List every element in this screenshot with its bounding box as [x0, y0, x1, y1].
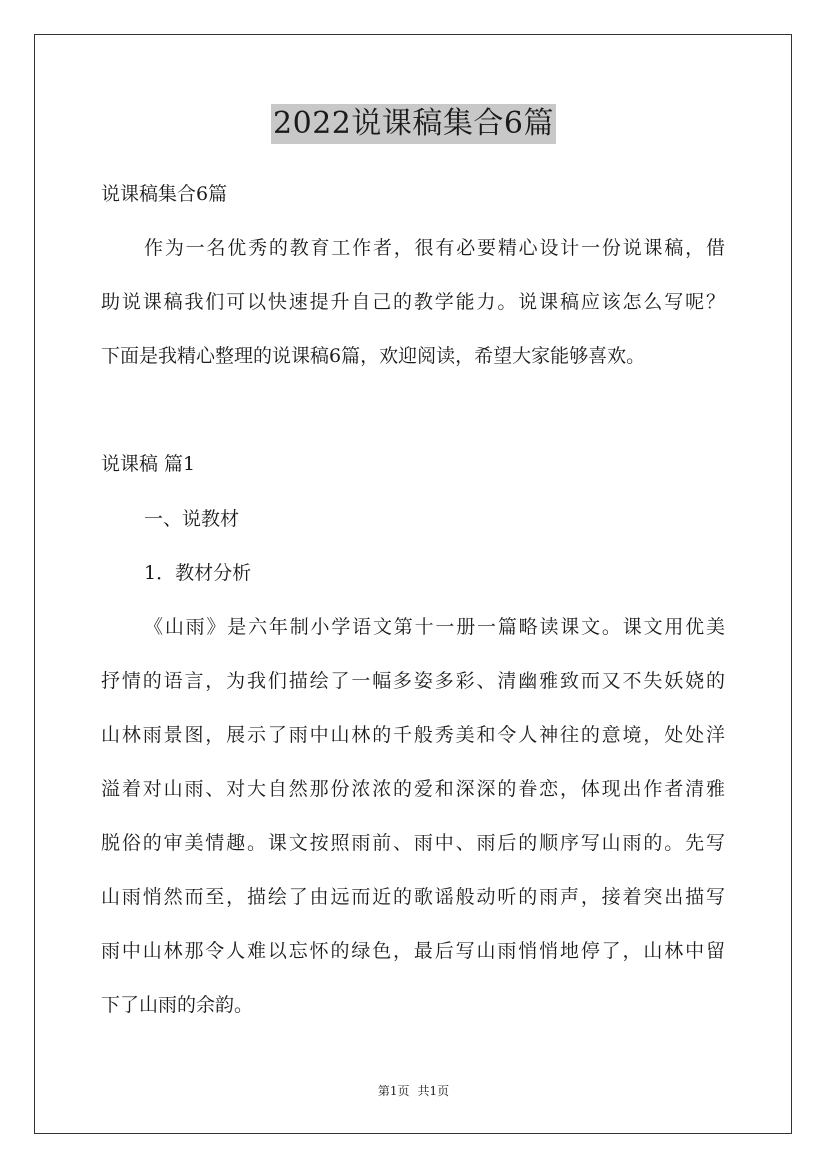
title-container [0, 104, 827, 144]
sub-heading: 一、说教材 [144, 508, 240, 530]
body-paragraph-line: 下了山雨的余韵。 [101, 994, 254, 1016]
body-paragraph-line: 脱俗的审美情趣。课文按照雨前、雨中、雨后的顺序写山雨的。先写 [101, 832, 725, 854]
intro-paragraph-line: 作为一名优秀的教育工作者，很有必要精心设计一份说课稿，借 [144, 237, 725, 259]
intro-paragraph-line: 助说课稿我们可以快速提升自己的教学能力。说课稿应该怎么写呢？ [101, 291, 725, 313]
page-footer [0, 1083, 827, 1099]
page-number-current: 第1页 [377, 1084, 410, 1098]
section-heading: 说课稿 篇1 [101, 453, 196, 475]
body-paragraph-line: 山雨悄然而至，描绘了由远而近的歌谣般动听的雨声，接着突出描写 [101, 886, 725, 908]
document-subtitle: 说课稿集合6篇 [101, 183, 228, 205]
intro-paragraph-line: 下面是我精心整理的说课稿6篇，欢迎阅读，希望大家能够喜欢。 [101, 345, 646, 367]
document-title: 2022说课稿集合6篇 [271, 104, 556, 144]
sub-heading: 1．教材分析 [144, 562, 252, 584]
body-paragraph-line: 溢着对山雨、对大自然那份浓浓的爱和深深的眷恋，体现出作者清雅 [101, 778, 725, 800]
body-paragraph-line: 雨中山林那令人难以忘怀的绿色，最后写山雨悄悄地停了，山林中留 [101, 940, 725, 962]
body-paragraph-line: 《山雨》是六年制小学语文第十一册一篇略读课文。课文用优美 [144, 616, 725, 638]
page-number-total: 共1页 [417, 1084, 450, 1098]
body-paragraph-line: 抒情的语言，为我们描绘了一幅多姿多彩、清幽雅致而又不失妖娆的 [101, 670, 725, 692]
body-paragraph-line: 山林雨景图，展示了雨中山林的千般秀美和令人神往的意境，处处洋 [101, 724, 725, 746]
